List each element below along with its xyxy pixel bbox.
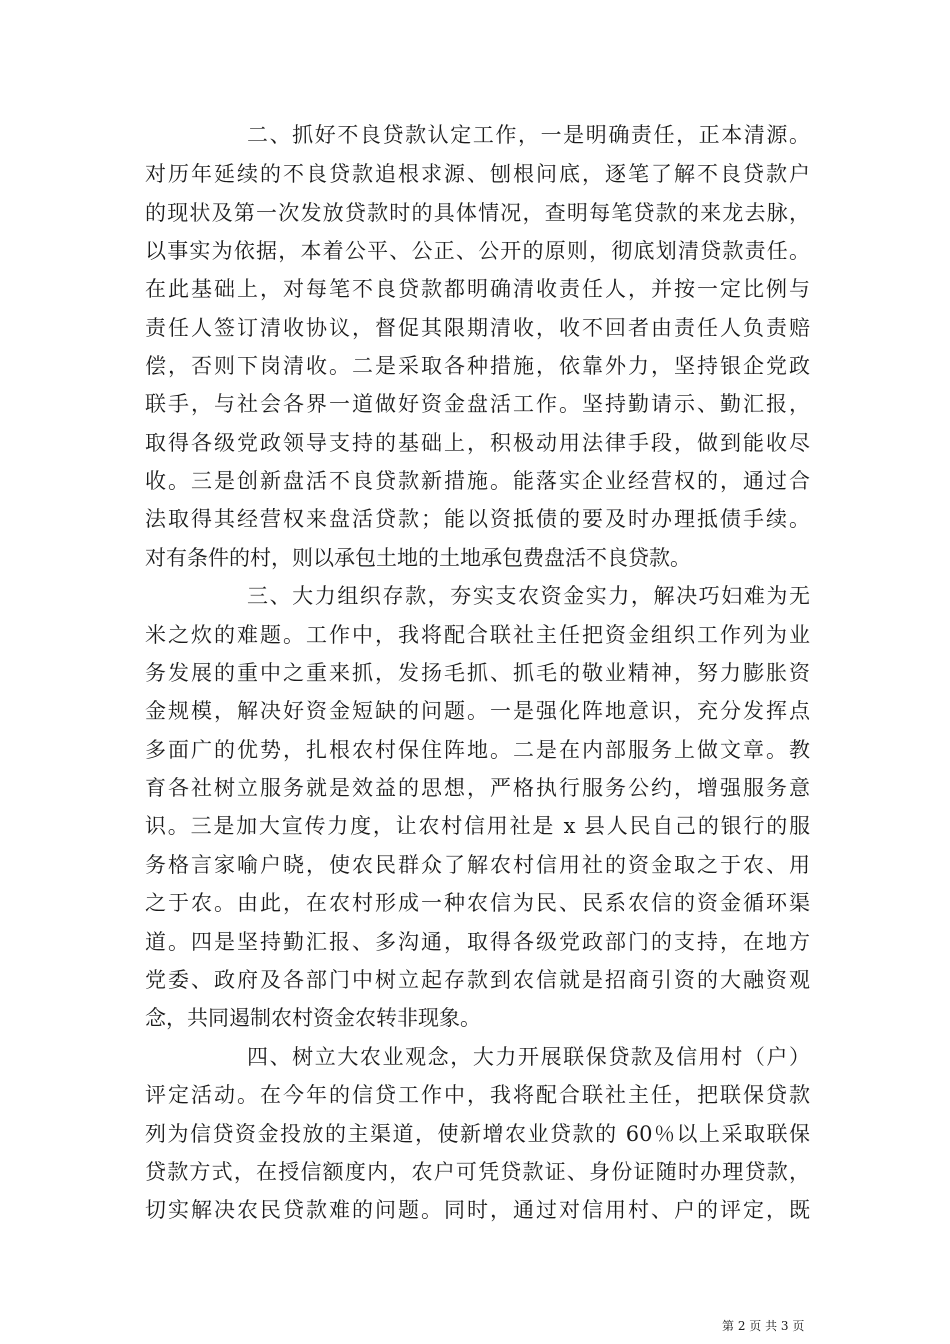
paragraph-3-line-11: 党委、政府及各部门中树立起存款到农信就是招商引资的大融资观 — [145, 968, 810, 992]
paragraph-3-line-5: 多面广的优势，扎根农村保住阵地。二是在内部服务上做文章。教 — [145, 738, 810, 762]
paragraph-2-line-8: 联手，与社会各界一道做好资金盘活工作。坚持勤请示、勤汇报， — [145, 392, 810, 416]
paragraph-4-line-4: 贷款方式，在授信额度内，农户可凭贷款证、身份证随时办理贷款， — [145, 1160, 810, 1184]
paragraph-3-line-8: 务格言家喻户晓，使农民群众了解农村信用社的资金取之于农、用 — [145, 853, 810, 877]
paragraph-2-line-3: 的现状及第一次发放贷款时的具体情况，查明每笔贷款的来龙去脉， — [145, 201, 810, 225]
paragraph-4-line-1: 四、树立大农业观念，大力开展联保贷款及信用村（户） — [247, 1045, 810, 1069]
paragraph-2-line-11: 法取得其经营权来盘活贷款；能以资抵债的要及时办理抵债手续。 — [145, 507, 810, 531]
paragraph-2-line-12: 对有条件的村，则以承包土地的土地承包费盘活不良贷款。 — [145, 546, 691, 570]
paragraph-3-line-6: 育各社树立服务就是效益的思想，严格执行服务公约，增强服务意 — [145, 776, 810, 800]
paragraph-2-line-7: 偿，否则下岗清收。二是采取各种措施，依靠外力，坚持银企党政 — [145, 354, 810, 378]
paragraph-3-line-4: 金规模，解决好资金短缺的问题。一是强化阵地意识，充分发挥点 — [145, 699, 810, 723]
paragraph-3-line-12: 念，共同遏制农村资金农转非现象。 — [145, 1006, 481, 1030]
paragraph-3-line-9: 之于农。由此，在农村形成一种农信为民、民系农信的资金循环渠 — [145, 891, 810, 915]
paragraph-3-line-10: 道。四是坚持勤汇报、多沟通，取得各级党政部门的支持，在地方 — [145, 930, 810, 954]
page-number-footer: 第 2 页 共 3 页 — [722, 1319, 805, 1333]
paragraph-2-line-4: 以事实为依据，本着公平、公正、公开的原则，彻底划清贷款责任。 — [145, 239, 810, 263]
paragraph-2-line-5: 在此基础上，对每笔不良贷款都明确清收责任人，并按一定比例与 — [145, 277, 810, 301]
paragraph-4-line-3: 列为信贷资金投放的主渠道，使新增农业贷款的 60％以上采取联保 — [145, 1122, 810, 1146]
paragraph-2-line-9: 取得各级党政领导支持的基础上，积极动用法律手段，做到能收尽 — [145, 431, 810, 455]
paragraph-3-line-1: 三、大力组织存款，夯实支农资金实力，解决巧妇难为无 — [247, 584, 810, 608]
paragraph-2-line-10: 收。三是创新盘活不良贷款新措施。能落实企业经营权的，通过合 — [145, 469, 810, 493]
paragraph-2-line-2: 对历年延续的不良贷款追根求源、刨根问底，逐笔了解不良贷款户 — [145, 162, 810, 186]
paragraph-3-line-3: 务发展的重中之重来抓，发扬毛抓、抓毛的敬业精神，努力膨胀资 — [145, 661, 810, 685]
paragraph-2-line-6: 责任人签订清收协议，督促其限期清收，收不回者由责任人负责赔 — [145, 316, 810, 340]
paragraph-3-line-2: 米之炊的难题。工作中，我将配合联社主任把资金组织工作列为业 — [145, 623, 810, 647]
paragraph-2-line-1: 二、抓好不良贷款认定工作，一是明确责任，正本清源。 — [247, 123, 810, 147]
paragraph-4-line-5: 切实解决农民贷款难的问题。同时，通过对信用村、户的评定，既 — [145, 1198, 810, 1222]
paragraph-3-line-7: 识。三是加大宣传力度，让农村信用社是 x 县人民自己的银行的服 — [145, 814, 810, 838]
paragraph-4-line-2: 评定活动。在今年的信贷工作中，我将配合联社主任，把联保贷款 — [145, 1083, 810, 1107]
